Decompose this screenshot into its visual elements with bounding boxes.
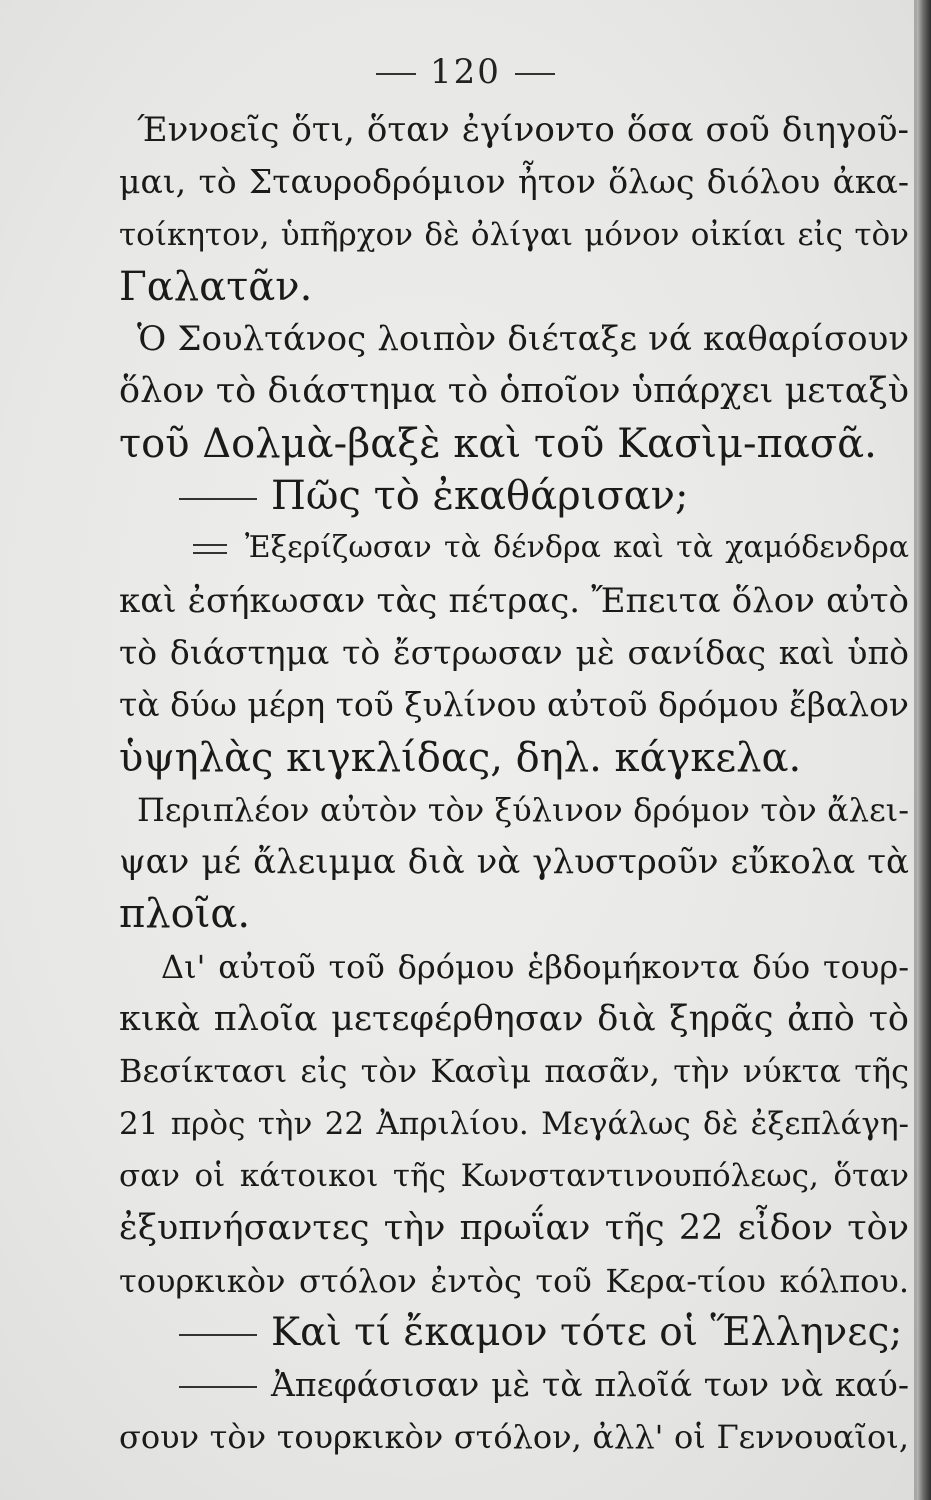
- line-text: τοῦ Δολμὰ-βαξὲ καὶ τοῦ Κασὶμ-πασᾶ.: [119, 420, 877, 467]
- line-text: Ἀπεφάσισαν μὲ τὰ πλοῖά των νὰ καύ-: [271, 1365, 909, 1405]
- text-line: [119, 209, 909, 261]
- text-line: [119, 941, 909, 993]
- text-line: [119, 993, 909, 1045]
- line-text: Ὁ Σουλτάνος λοιπὸν διέταξε νά καθαρίσουν: [137, 319, 909, 360]
- line-text: τὸ διάστημα τὸ ἔστρωσαν μὲ σανίδας καὶ ὑπὸ: [119, 632, 909, 672]
- line-text: καὶ ἐσήκωσαν τὰς πέτρας. Ἔπειτα ὅλον αὐτὸ: [119, 580, 909, 621]
- line-text: τὰ δύω μέρη τοῦ ξυλίνου αὐτοῦ δρόμου ἔβαλον: [119, 685, 909, 725]
- text-line: [119, 732, 909, 784]
- text-line: [119, 627, 909, 679]
- line-text: Ἐξερίζωσαν τὰ δένδρα καὶ τὰ χαμόδενδρα: [245, 530, 909, 566]
- page-header: [0, 52, 931, 92]
- line-text: ὅλον τὸ διάστημα τὸ ὁποῖον ὑπάρχει μεταξὺ: [119, 371, 909, 412]
- text-line: [119, 313, 909, 365]
- book-spine: [917, 0, 931, 1500]
- text-line: [119, 679, 909, 731]
- line-text: Καὶ τί ἔκαμον τότε οἱ Ἕλληνες;: [271, 1309, 903, 1355]
- text-line: [119, 1098, 909, 1150]
- line-text: σουν τὸν τουρκικὸν στόλον, ἀλλ' οἱ Γεννουαῖοι,: [119, 1418, 909, 1457]
- text-line: [119, 1255, 909, 1307]
- line-text: ὑψηλὰς κιγκλίδας, δηλ. κάγκελα.: [119, 734, 802, 781]
- dialogue-line: [119, 1359, 909, 1411]
- dialogue-line: [119, 522, 909, 574]
- text-line: [119, 418, 909, 470]
- text-line: [119, 156, 909, 208]
- dialogue-line: [119, 470, 909, 522]
- text-line: [119, 1202, 909, 1254]
- line-text: τουρκικὸν στόλον ἐντὸς τοῦ Κερα-τίου κόλπου.: [119, 1261, 909, 1300]
- line-text: Περιπλέον αὐτὸν τὸν ξύλινον δρόμον τὸν ἄλει-: [137, 790, 909, 829]
- text-line: [119, 888, 909, 940]
- double-dash: [193, 544, 227, 554]
- text-line: [119, 1045, 909, 1097]
- dialogue-line: [119, 1307, 909, 1359]
- line-text: μαι, τὸ Σταυροδρόμιον ἦτον ὅλως διόλου ἀκα-: [119, 162, 909, 202]
- text-line: [119, 575, 909, 627]
- line-text: Έννοεῖς ὅτι, ὅταν ἐγίνοντο ὅσα σοῦ διηγοῦ-: [137, 110, 909, 150]
- dialogue-dash: [179, 1334, 257, 1336]
- dialogue-dash: [179, 498, 257, 500]
- text-line: [119, 261, 909, 313]
- header-dash-right: [515, 73, 555, 75]
- dialogue-dash: [179, 1386, 257, 1388]
- text-line: [119, 1411, 909, 1463]
- line-text: Γαλατᾶν.: [119, 263, 313, 310]
- line-text: πλοῖα.: [119, 891, 251, 938]
- line-text: ἐξυπνήσαντες τὴν πρωΐαν τῆς 22 εἶδον τὸν: [119, 1208, 909, 1249]
- text-line: [119, 784, 909, 836]
- body-text: [119, 104, 909, 1464]
- line-text: κικὰ πλοῖα μετεφέρθησαν διὰ ξηρᾶς ἀπὸ τὸ: [119, 999, 909, 1040]
- text-line: [119, 104, 909, 156]
- text-line: [119, 836, 909, 888]
- line-text: τοίκητον, ὑπῆρχον δὲ ὀλίγαι μόνον οἰκίαι εἰς τὸν: [119, 216, 909, 253]
- page-number: 120: [430, 52, 501, 92]
- line-text: 21 πρὸς τὴν 22 Ἀπριλίου. Μεγάλως δὲ ἐξεπλάγη-: [119, 1105, 909, 1142]
- text-line: [119, 365, 909, 417]
- line-text: Πῶς τὸ ἐκαθάρισαν;: [271, 473, 689, 520]
- line-text: Βεσίκτασι εἰς τὸν Κασὶμ πασᾶν, τὴν νύκτα τῆς: [119, 1052, 909, 1091]
- line-text: ψαν μέ ἄλειμμα διὰ νὰ γλυστροῦν εὔκολα τὰ: [119, 842, 909, 883]
- text-line: [119, 1150, 909, 1202]
- header-dash-left: [376, 73, 416, 75]
- line-text: σαν οἱ κάτοικοι τῆς Κωνσταντινουπόλεως, ὅταν: [119, 1157, 909, 1194]
- line-text: Δι' αὐτοῦ τοῦ δρόμου ἑβδομήκοντα δύο τουρ-: [161, 947, 909, 986]
